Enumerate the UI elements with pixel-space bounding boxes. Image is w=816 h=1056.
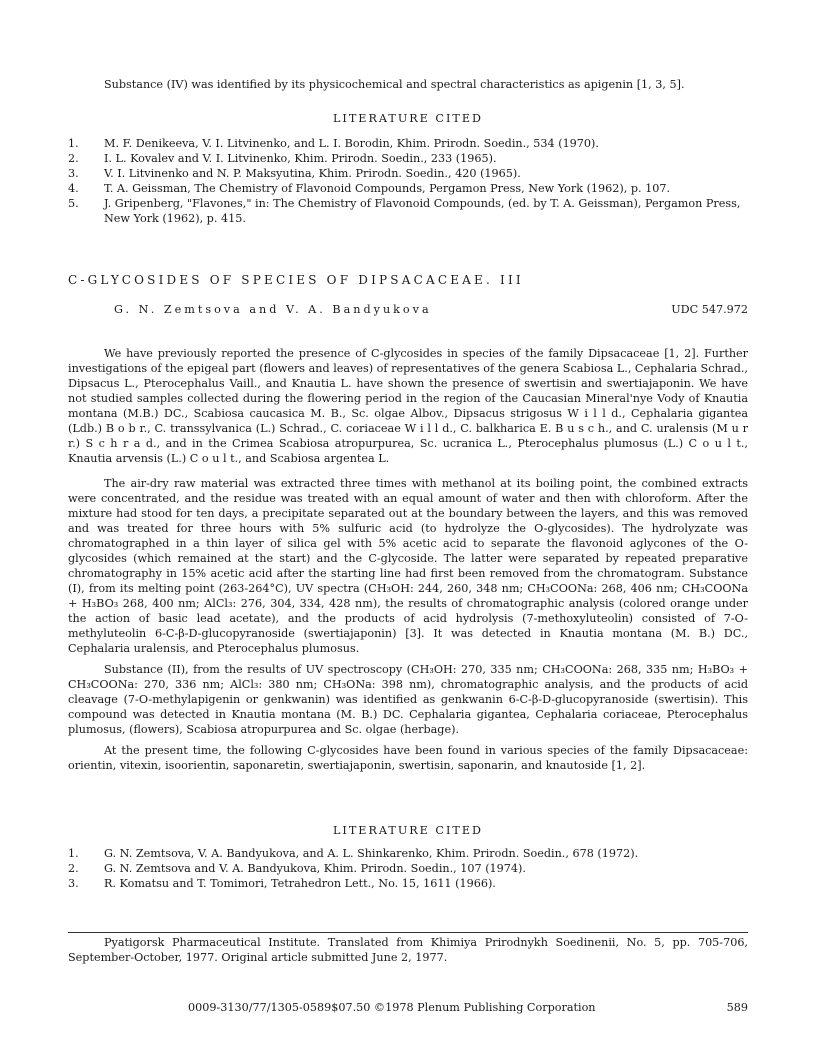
reference-item: 1. G. N. Zemtsova, V. A. Bandyukova, and A. L. Shinkarenko, Khim. Prirodn. Soedin., 678 (1972). (68, 847, 639, 860)
literature-heading-1: LITERATURE CITED (333, 112, 483, 125)
reference-item: 2. I. L. Kovalev and V. I. Litvinenko, Khim. Prirodn. Soedin., 233 (1965). (68, 152, 497, 165)
author-line (68, 302, 748, 317)
udc-code: UDC 547.972 (671, 303, 748, 316)
footnote: Pyatigorsk Pharmaceutical Institute. Translated from Khimiya Prirodnykh Soedinenii, No. 5, pp. 705-706, September-October, 1977. Original article submitted June 2, 1977. (68, 936, 748, 964)
reference-item: 3. V. I. Litvinenko and N. P. Maksyutina, Khim. Prirodn. Soedin., 420 (1965). (68, 167, 521, 180)
literature-cited-2 (68, 823, 748, 891)
page-number: 589 (726, 1001, 748, 1014)
footnote-block (68, 935, 748, 965)
publication-code: 0009-3130/77/1305-0589$07.50 ©1978 Plenum Publishing Corporation (188, 1001, 596, 1014)
article-title-block (68, 273, 748, 288)
paragraph-4: At the present time, the following C-glycosides have been found in various species of the family Dipsacaceae: orientin, vitexin, isoorientin, saponaretin, swertiajaponin, swertisin, saponarin, and knautoside [1, 2]. (68, 744, 748, 772)
article-body (68, 346, 748, 773)
literature-heading-2: LITERATURE CITED (333, 824, 483, 837)
reference-item: 2. G. N. Zemtsova and V. A. Bandyukova, Khim. Prirodn. Soedin., 107 (1974). (68, 862, 526, 875)
literature-cited-1 (68, 111, 748, 226)
footnote-rule (68, 932, 748, 933)
paragraph-1: We have previously reported the presence of C-glycosides in species of the family Dipsacaceae [1, 2]. Further investigations of the epigeal part (flowers and leaves) of representatives of the genera Scabiosa L., Cephalaria Schrad., Dipsacus L., Pterocephalus Vaill., and Knautia L. have shown the presence of swertisin and swertiajaponin. We have not studied samples collected during the flowering period in the region of the Caucasian Mineral'nye Vody of Knautia montana (M.B.) DC., Scabiosa caucasica M. B., Sc. olgae Albov., Dipsacus strigosus W i l l d., Cephalaria gigantea (Ldb.) B o b r., C. transsylvanica (L.) Schrad., C. coriaceae W i l l d., C. balkharica E. B u s c h., and C. uralensis (M u r r.) S c h r a d., and in the Crimea Scabiosa atropurpurea, Sc. ucranica L., Pterocephalus plumosus (L.) C o u l t., Knautia arvensis (L.) C o u l t., and Scabiosa argentea L. (68, 347, 748, 465)
reference-item: 4. T. A. Geissman, The Chemistry of Flavonoid Compounds, Pergamon Press, New York (1962), p. 107. (68, 182, 671, 195)
reference-item: 5. J. Gripenberg, "Flavones," in: The Chemistry of Flavonoid Compounds, (ed. by T. A. Geissman), Pergamon Press, New York (1962), p. 415. (68, 197, 741, 225)
paragraph-2: The air-dry raw material was extracted three times with methanol at its boiling point, the combined extracts were concentrated, and the residue was treated with an equal amount of water and then with chloroform. After the mixture had stood for ten days, a precipitate separated out at the boundary between the layers, and this was removed and was treated for three hours with 5% sulfuric acid (to hydrolyze the O-glycosides). The hydrolyzate was chromatographed in a thin layer of silica gel with 5% acetic acid to separate the flavonoid aglycones of the O-glycosides (which remained at the start) and the C-glycoside. The latter were separated by repeated preparative chromatography in 15% acetic acid after the starting line had first been removed from the chromatogram. Substance (I), from its melting point (263-264°C), UV spectra (CH₃OH: 244, 260, 348 nm; CH₃COONa: 268, 406 nm; CH₃COONa + H₃BO₃ 268, 400 nm; AlCl₃: 276, 304, 334, 428 nm), the results of chromatographic analysis (colored orange under the action of basic lead acetate), and the products of acid hydrolysis (7-methoxyluteolin) consisted of 7-O-methyluteolin 6-C-β-D-glucopyranoside (swertiajaponin) [3]. It was detected in Knautia montana (M. B.) DC., Cephalaria uralensis, and Pterocephalus plumosus. (68, 477, 748, 655)
reference-list-1 (68, 136, 748, 226)
reference-item: 1. M. F. Denikeeva, V. I. Litvinenko, and L. I. Borodin, Khim. Prirodn. Soedin., 534 (1970). (68, 137, 599, 150)
reference-list-2 (68, 846, 748, 891)
reference-item: 3. R. Komatsu and T. Tomimori, Tetrahedron Lett., No. 15, 1611 (1966). (68, 877, 496, 890)
authors: G. N. Zemtsova and V. A. Bandyukova (114, 303, 432, 316)
article-title: C-GLYCOSIDES OF SPECIES OF DIPSACACEAE. III (68, 273, 524, 287)
intro-line: Substance (IV) was identified by its physicochemical and spectral characteristics as apigenin [1, 3, 5]. (104, 78, 685, 91)
intro-line-block (68, 77, 748, 92)
paragraph-3: Substance (II), from the results of UV spectroscopy (CH₃OH: 270, 335 nm; CH₃COONa: 268, 335 nm; H₃BO₃ + CH₃COONa: 270, 336 nm; AlCl₃: 380 nm; CH₃ONa: 398 nm), chromatographic analysis, and the products of acid cleavage (7-O-methylapigenin or genkwanin) was identified as genkwanin 6-C-β-D-glucopyranoside (swertisin). This compound was detected in Knautia montana (M. B.) DC. Cephalaria gigantea, Cephalaria coriaceae, Pterocephalus plumosus, (flowers), Scabiosa atropurpurea and Sc. olgae (herbage). (68, 663, 748, 736)
